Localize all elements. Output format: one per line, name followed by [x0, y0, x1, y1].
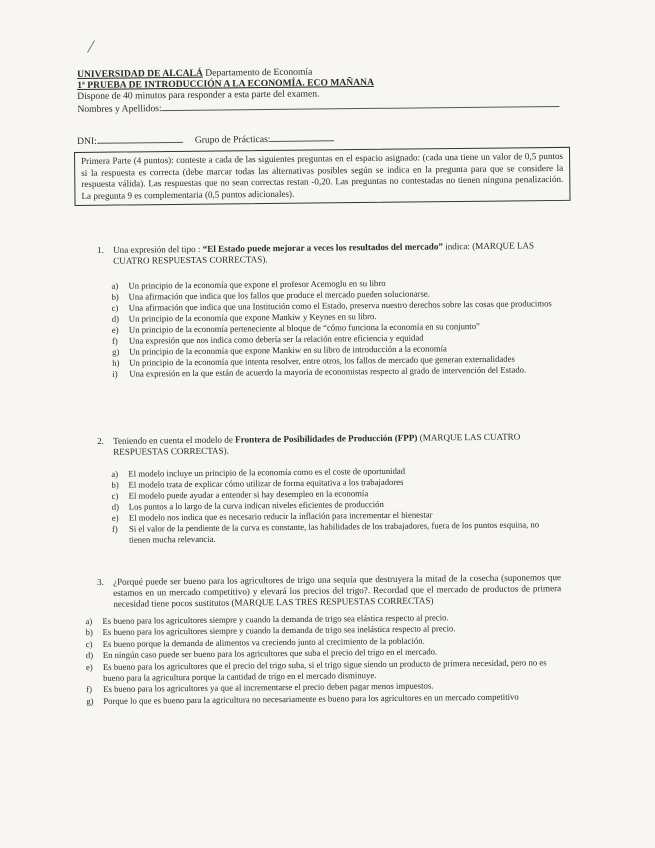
university-name: UNIVERSIDAD DE ALCALÁ — [76, 67, 203, 80]
question-2-options — [111, 464, 562, 546]
option-3e[interactable]: e) Es bueno para los agricultores que el precio del trigo suba, si el trigo sigue siendo un producto de primera necesidad, pero no es bueno para la agricultura porque la cantidad de trigo en el mercado disminuye. — [85, 656, 547, 683]
dni-row — [77, 131, 335, 147]
option-3a[interactable]: a) Es bueno para los agricultores siempre y cuando la demanda de trigo sea elástica respecto al precio. — [85, 612, 449, 627]
question-1-options — [111, 276, 562, 380]
question-2 — [97, 431, 562, 546]
question-2-post: (MARQUE LAS CUATRO RESPUESTAS CORRECTAS). — [113, 431, 521, 457]
question-2-bold: Frontera de Posibilidades de Producción (FPP) — [235, 432, 418, 445]
option-1b[interactable]: b) Una afirmación que indica que los fallos que produce el mercado pueden solucionarse. — [111, 288, 430, 302]
question-1-pre: Una expresión del tipo : — [112, 243, 203, 255]
question-1-number: 1. — [97, 244, 104, 255]
option-1i[interactable]: i) Una expresión en la que están de acuerdo la mayoría de economistas respecto al grado de intervención del Estado. — [112, 364, 527, 379]
question-1-stem — [97, 240, 561, 267]
option-2a[interactable]: a) El modelo incluye un principio de la economía como es el coste de oportunidad — [111, 465, 406, 479]
question-3-number: 3. — [97, 576, 104, 587]
option-1g[interactable]: g) Un principio de la economía que expone Mankiw en su libro de introducción a la economía — [112, 343, 447, 357]
option-1c[interactable]: c) Una afirmación que indica que una Institución como el Estado, preserva nuestro derechos sobre las cosas que producimos — [111, 298, 552, 313]
exam-title: 1ª PRUEBA DE INTRODUCCIÓN A LA ECONOMÍA. ECO MAÑANA — [77, 76, 375, 91]
question-1 — [97, 240, 562, 380]
time-note: Dispone de 40 minutos para responder a esta parte del examen. — [77, 88, 320, 102]
dni-field[interactable] — [97, 133, 183, 144]
option-1f[interactable]: f) Una expresión que nos indica como debería ser la relación entre eficiencia y equidad — [111, 332, 424, 346]
option-2f[interactable]: f) Si el valor de la pendiente de la curva es constante, las habilidades de los trabajadores, fuera de los puntos esquina, no tienen mucha relevancia. — [111, 519, 540, 545]
question-3-options — [85, 611, 562, 707]
option-2e[interactable]: e) El modelo nos indica que es necesario reducir la inflación para incrementar el bienestar — [111, 509, 433, 523]
dni-label: DNI: — [77, 135, 97, 147]
option-2d[interactable]: d) Los puntos a lo largo de la curva indican niveles eficientes de producción — [111, 499, 384, 512]
option-3g[interactable]: g) Porque lo que es bueno para la agricultura no necesariamente es bueno para los agricultores en un mercado competitivo — [86, 691, 519, 706]
question-2-number: 2. — [97, 435, 104, 446]
pen-mark — [87, 40, 95, 53]
option-1e[interactable]: e) Un principio de la economía perteneciente al bloque de “cómo funciona la economía en su conjunto” — [111, 320, 480, 335]
option-1a[interactable]: a) Un principio de la economía que expone el profesor Acemoglu en su libro — [111, 277, 386, 291]
question-3 — [85, 572, 562, 707]
option-3c[interactable]: c) Es bueno porque la demanda de alimentos va creciendo junto al crecimiento de la población. — [85, 635, 425, 649]
option-3d[interactable]: d) En ningún caso puede ser bueno para los agricultores que suba el precio del trigo en el mercado. — [85, 646, 438, 661]
question-3-stem — [97, 572, 561, 610]
question-1-quote: “El Estado puede mejorar a veces los resultados del mercado” — [202, 241, 443, 254]
group-label: Grupo de Prácticas: — [194, 133, 271, 146]
department-name: Departamento de Economía — [202, 66, 313, 79]
question-2-stem — [97, 431, 561, 458]
option-2c[interactable]: c) El modelo puede ayudar a entender si hay desempleo en la economía — [111, 488, 369, 501]
option-3b[interactable]: b) Es bueno para los agricultores siempre y cuando la demanda de trigo sea inelástica respecto al precio. — [85, 623, 456, 638]
question-2-pre: Teniendo en cuenta el modelo de — [112, 434, 236, 446]
option-1d[interactable]: d) Un principio de la economía que expone Mankiw y Keynes en su libro. — [111, 311, 377, 324]
option-2b[interactable]: b) El modelo trata de explicar cómo utilizar de forma equitativa a los trabajadores — [111, 476, 404, 490]
question-3-text: ¿Porqué puede ser bueno para los agricultores de trigo una sequía que destruyera la mitad de la cosecha (suponemos que estamos en un mercado competitivo) y elevará los precios del trigo?. Recordad que el mercado de productos de primera necesidad tiene pocos sustitutos (MARQUE LAS TRES RESPUESTAS CORRECTAS) — [112, 572, 562, 609]
name-label: Nombres y Apellidos: — [77, 103, 162, 116]
option-1h[interactable]: h) Un principio de la economía que intenta resolver, entre otros, los fallos de mercado que generan externalidades — [112, 353, 515, 368]
exam-header — [77, 65, 577, 116]
instructions-box: Primera Parte (4 puntos): conteste a cada de las siguientes preguntas en el espacio asignado: (cada una tiene un valor de 0,5 puntos si la respuesta es correcta (debe marcar todas las alternativas posibles según se indica en la pregunta para que se considere la respuesta válida). Las respuestas que no sean correctas restan -0,20. Las preguntas no contestadas no tienen ninguna penalización. La pregunta 9 es complementaria (0,5 puntos adicionales). — [74, 147, 571, 207]
option-3f[interactable]: f) Es bueno para los agricultores ya que al incrementarse el precio deben pagar menos impuestos. — [86, 680, 434, 695]
question-1-post: indica: (MARQUE LAS CUATRO RESPUESTAS CORRECTAS). — [113, 240, 535, 266]
group-field[interactable] — [270, 131, 334, 142]
